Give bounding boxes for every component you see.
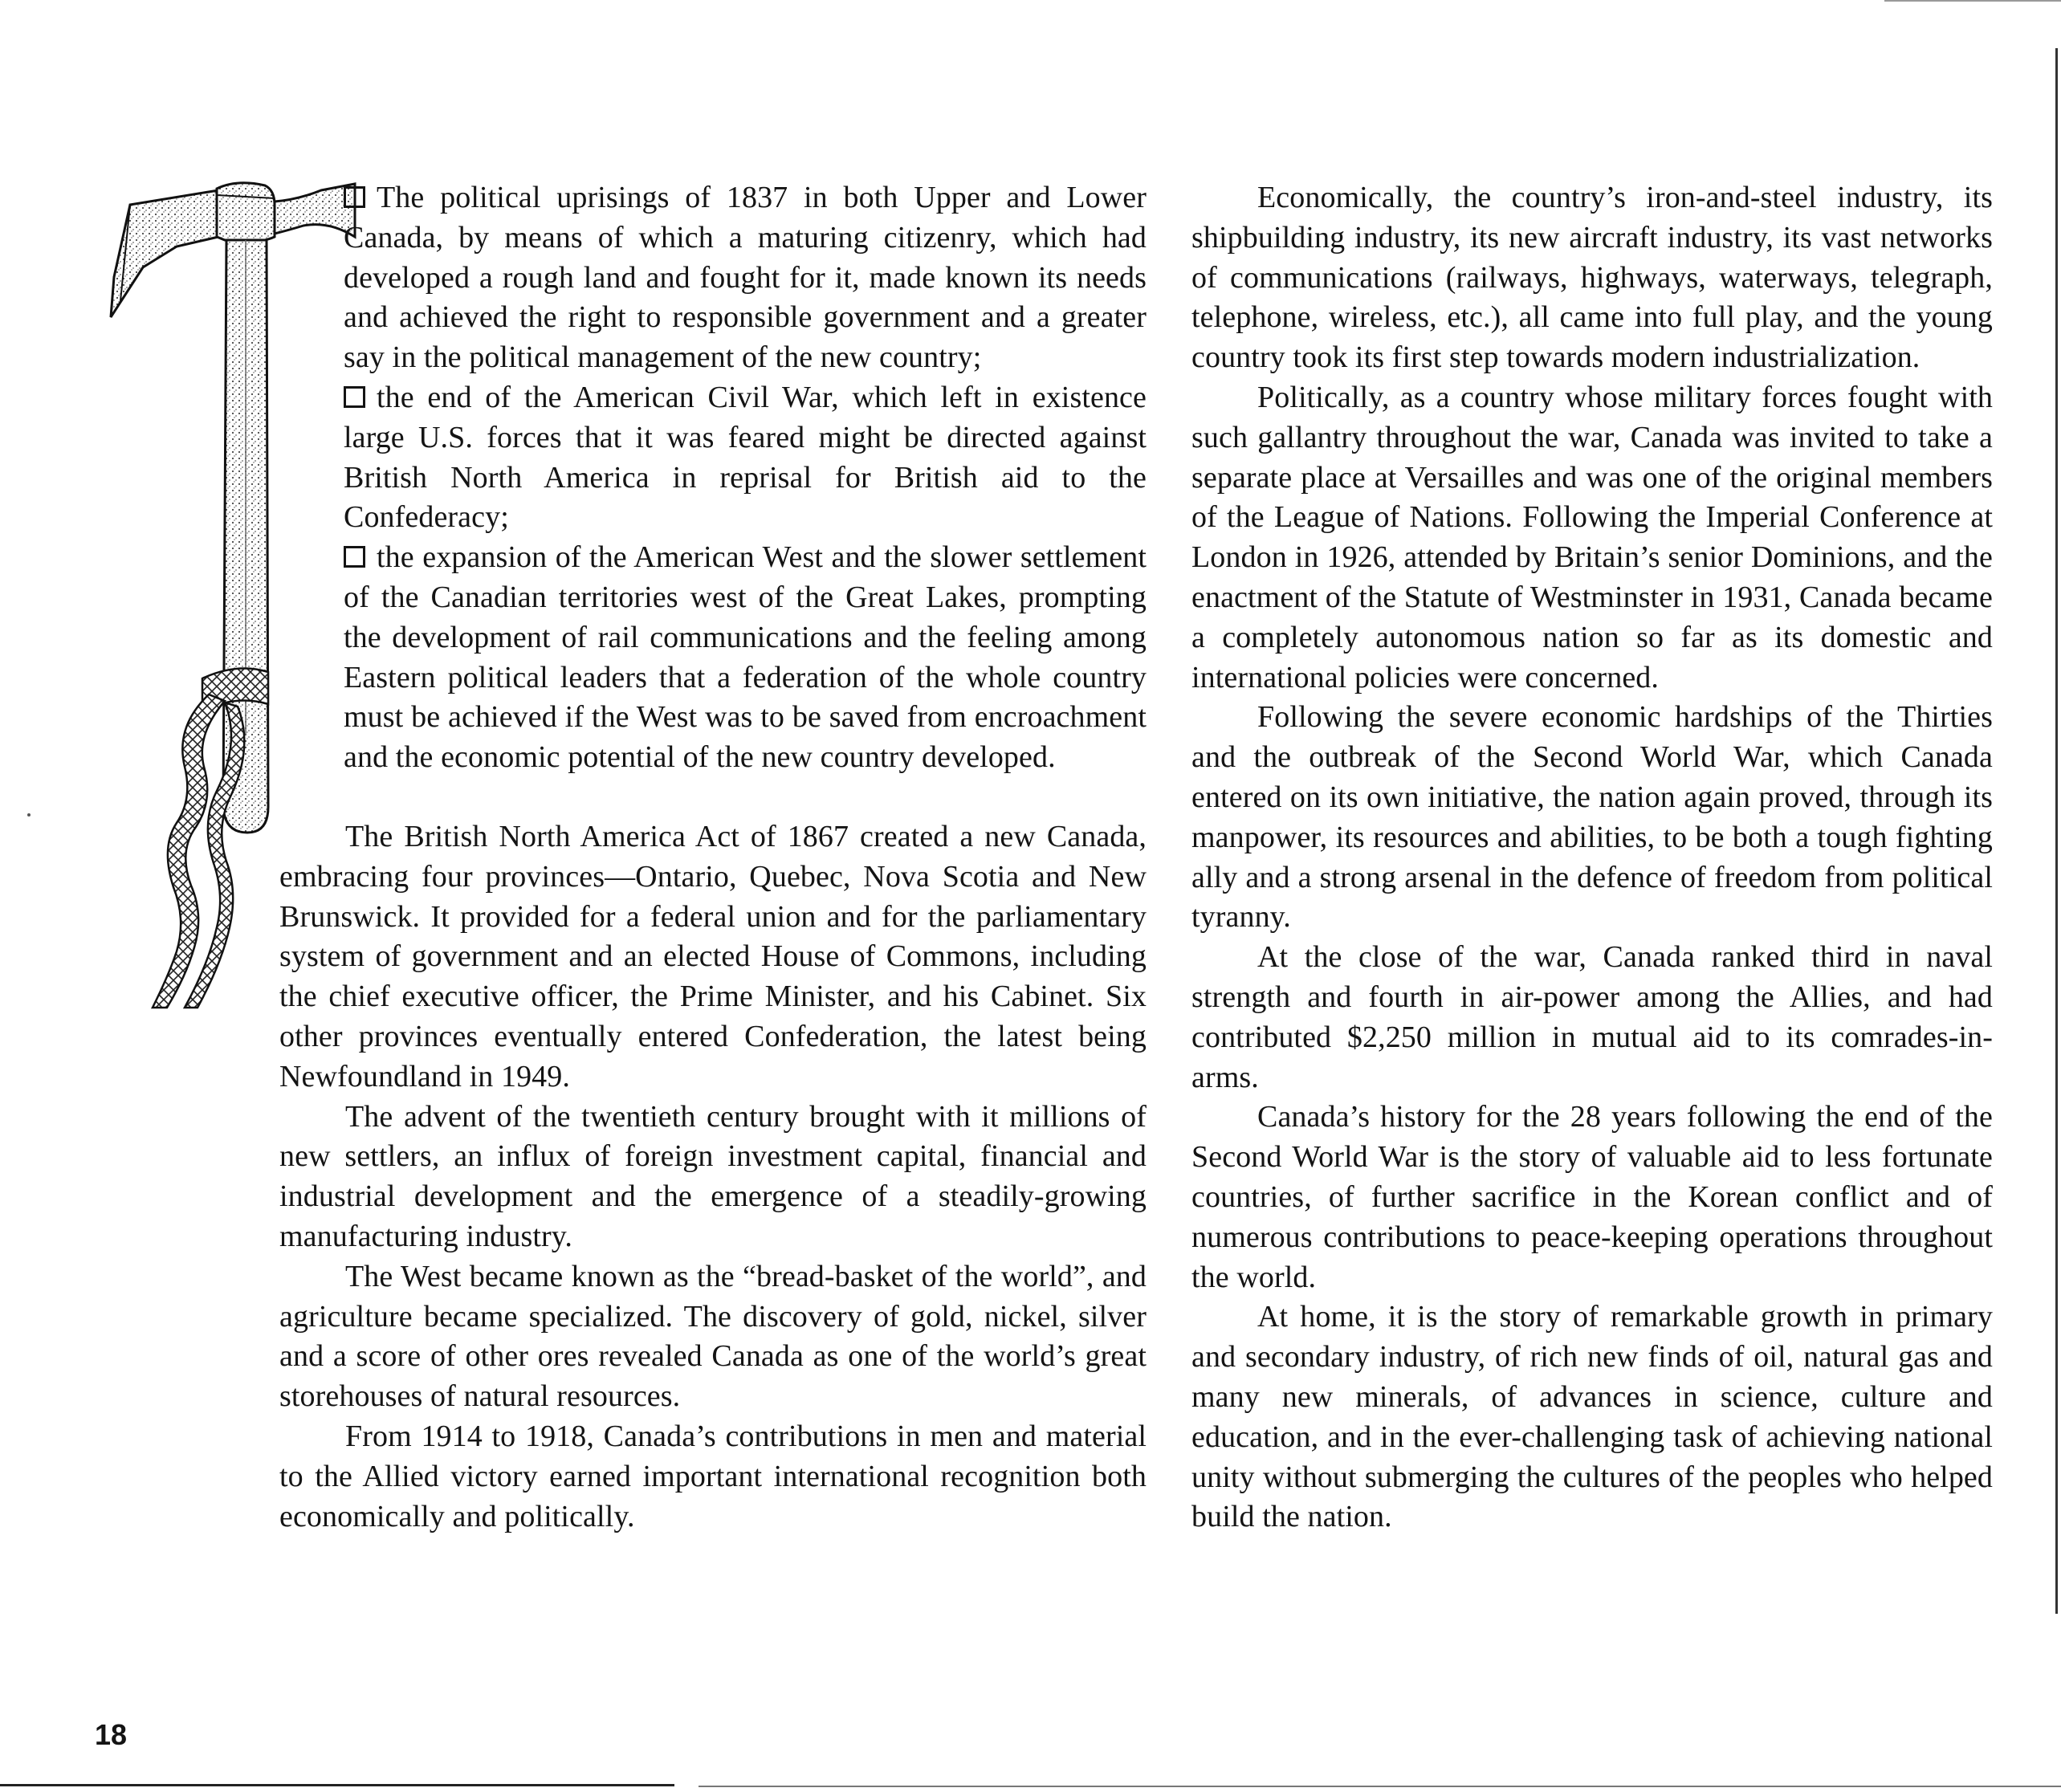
paragraph: Economically, the country’s iron-and-steel industry, its shipbuilding industry, its new aircraft industry, its vast networks of communications (railways, highways, waterways, telegraph, telephone, wireless, etc.), all came into full play, and the young country took its first step towards modern industrialization. — [1191, 181, 1993, 375]
paragraph: At home, it is the story of remarkable growth in primary and secondary industry, of rich new finds of oil, natural gas and many new minerals, of advances in science, culture and education, and in the ever-challenging task of achieving national unity without submerging the cultures of the peoples who helped build the nation. — [1191, 1300, 1993, 1534]
paragraph: Following the severe economic hardships of the Thirties and the outbreak of the Second World War, which Canada entered on its own initiative, the nation again proved, through its manpower, its resources and abilities, to be both a tough fighting ally and a strong arsenal in the defence of freedom from political tyranny. — [1191, 700, 1993, 935]
left-paragraphs — [279, 817, 1147, 1537]
right-edge-shadow — [2055, 48, 2058, 1614]
top-edge-rule — [1884, 0, 2061, 2]
paragraph: The advent of the twentieth century brought with it millions of new settlers, an influx of foreign investment capital, financial and industrial development and the emergence of a steadily-growing manufacturing industry. — [279, 1099, 1147, 1253]
stray-mark — [27, 813, 31, 817]
bullet-item: The political uprisings of 1837 in both Upper and Lower Canada, by means of which a maturing citizenry, which had developed a rough land and fought for it, made known its needs and achieved the right to responsible government and a greater say in the political management of the new country; — [344, 181, 1147, 375]
bullet-item: the expansion of the American West and the slower settlement of the Canadian territories west of the Great Lakes, prompting the development of rail communications and the feeling among Eastern political leaders that a federation of the whole country must be achieved if the West was to be saved from encroachment and the economic potential of the new country developed. — [344, 540, 1147, 775]
paragraph: Canada’s history for the 28 years following the end of the Second World War is the story of valuable aid to less fortunate countries, of further sacrifice in the Korean conflict and of numerous contributions to peace-keeping operations throughout the world. — [1191, 1100, 1993, 1294]
checkbox-bullet-icon — [344, 186, 365, 208]
paragraph: The British North America Act of 1867 created a new Canada, embracing four provinces—Ontario, Quebec, Nova Scotia and New Brunswick. It provided for a federal union and for the parliamentary system of government and an elected House of Commons, including the chief executive officer, the Prime Minister, and his Cabinet. Six other provinces eventually entered Confederation, the latest being Newfoundland in 1949. — [279, 819, 1147, 1094]
bottom-edge-rule-right — [699, 1786, 2061, 1787]
bullet-list — [279, 178, 1147, 778]
checkbox-bullet-icon — [344, 546, 365, 568]
right-column — [1191, 178, 1993, 1537]
paragraph: From 1914 to 1918, Canada’s contributions in men and material to the Allied victory earned important international recognition both economically and politically. — [279, 1419, 1147, 1533]
bottom-edge-rule — [0, 1784, 674, 1786]
checkbox-bullet-icon — [344, 386, 365, 408]
bullet-item: the end of the American Civil War, which left in existence large U.S. forces that it was feared might be directed against British North America in reprisal for British aid to the Confederacy; — [344, 380, 1147, 535]
paragraph: Politically, as a country whose military forces fought with such gallantry throughout the war, Canada was invited to take a separate place at Versailles and was one of the original members of the League of Nations. Following the Imperial Conference at London in 1926, attended by Britain’s senior Dominions, and the enactment of the Statute of Westminster in 1931, Canada became a completely autonomous nation so far as its domestic and international policies were concerned. — [1191, 380, 1993, 694]
paragraph: At the close of the war, Canada ranked third in naval strength and fourth in air-power among the Allies, and had contributed $2,250 million in mutual aid to its comrades-in-arms. — [1191, 940, 1993, 1094]
paragraph-gap — [344, 778, 1147, 817]
left-column — [279, 178, 1147, 1537]
page-number: 18 — [95, 1718, 128, 1751]
paragraph: The West became known as the “bread-basket of the world”, and agriculture became specialized. The discovery of gold, nickel, silver and a score of other ores revealed Canada as one of the world’s great storehouses of natural resources. — [279, 1259, 1147, 1414]
